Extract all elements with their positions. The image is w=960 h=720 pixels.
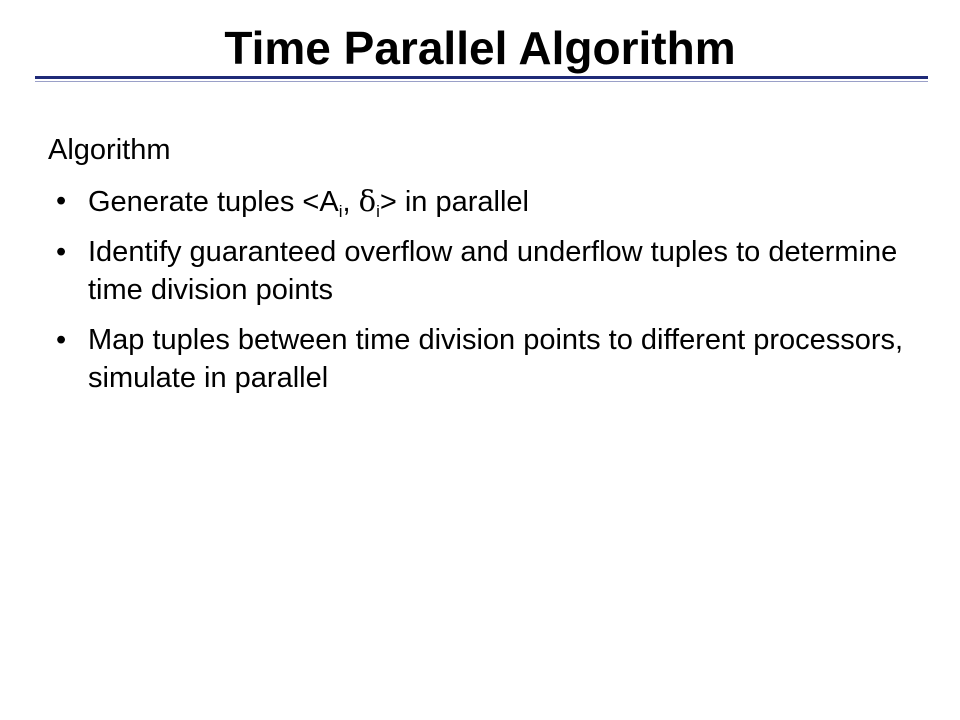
bullet-2-text: Identify guaranteed overflow and underflow tuples to determine time division points [88, 236, 898, 306]
bullet-icon: • [56, 185, 67, 217]
title-rule [35, 76, 928, 79]
bullet-list [48, 182, 908, 397]
bullet-1-subscript-delta: i [376, 202, 380, 221]
bullet-item-2 [48, 233, 908, 309]
bullet-1-separator: , [342, 186, 359, 218]
section-heading: Algorithm [48, 134, 171, 166]
slide-title: Time Parallel Algorithm [224, 22, 736, 74]
title-rule-thin [35, 81, 928, 82]
bullet-icon: • [56, 236, 67, 268]
bullet-item-1 [48, 182, 908, 221]
bullet-item-3 [48, 321, 908, 397]
bullet-1-subscript-a: i [338, 202, 343, 221]
bullet-3-text: Map tuples between time division points to different processors, simulate in parallel [88, 324, 904, 394]
bullet-icon: • [56, 324, 67, 356]
slide-content [48, 130, 908, 409]
bullet-1-text-end: > in parallel [379, 186, 529, 218]
bullet-1-text-start: Generate tuples <A [88, 186, 339, 218]
bullet-1-delta-symbol: δ [358, 184, 377, 218]
